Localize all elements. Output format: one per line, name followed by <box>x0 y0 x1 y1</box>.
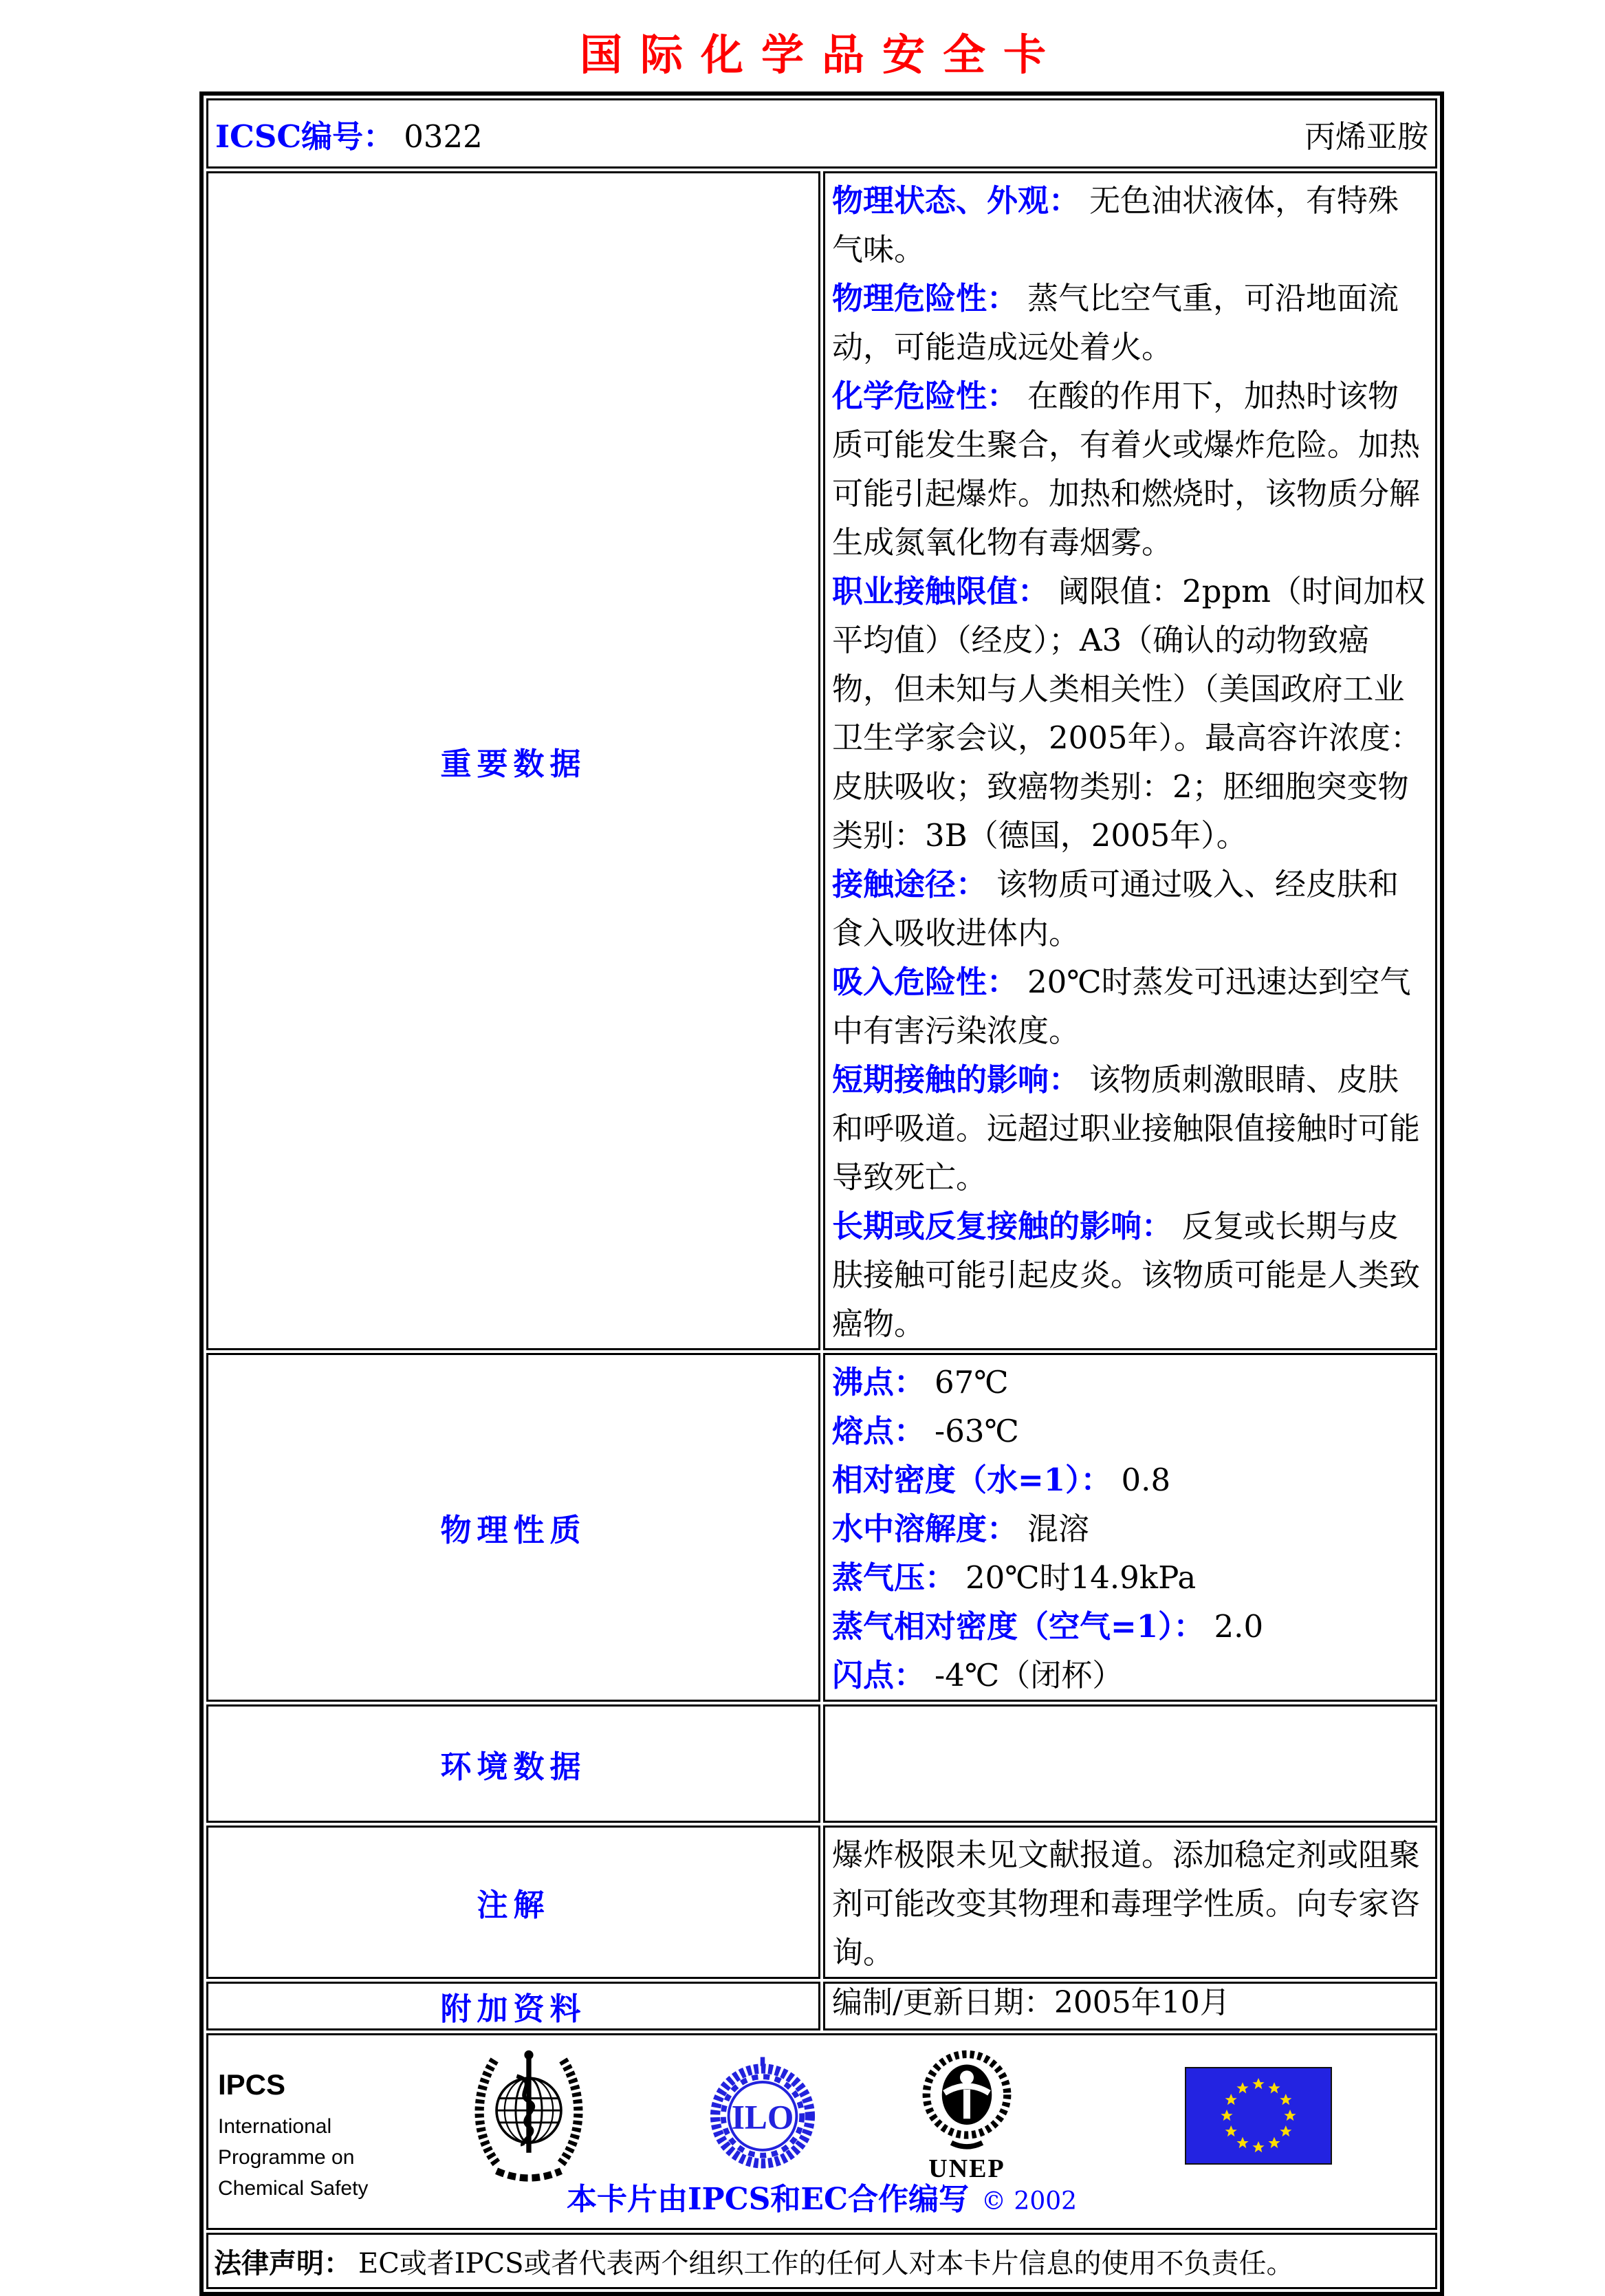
environmental-data-content <box>823 1704 1437 1823</box>
additional-info-row <box>206 1982 1437 2030</box>
field-long-term-effects: 长期或反复接触的影响： 反复或长期与皮肤接触可能引起皮炎。该物质可能是人类致癌物。 <box>832 1208 1421 1342</box>
chemical-name: 丙烯亚胺 <box>1304 118 1428 155</box>
additional-info-content <box>823 1982 1437 2030</box>
field-exposure-routes: 接触途径： 该物质可通过吸入、经皮肤和食入吸收进体内。 <box>832 866 1399 951</box>
section-label-additional-info: 附加资料 <box>206 1982 820 2030</box>
field-boiling-point: 沸点： 67℃ <box>832 1364 1009 1400</box>
section-label-important-data: 重要数据 <box>206 171 820 1350</box>
field-short-term-effects: 短期接触的影响： 该物质刺激眼睛、皮肤和呼吸道。远超过职业接触限值接触时可能导致死亡。 <box>832 1061 1421 1195</box>
field-flash-point: 闪点： -4℃（闭杯） <box>832 1657 1124 1693</box>
page-title-row <box>199 21 1444 82</box>
field-update-date: 编制/更新日期：2005年10月 <box>832 1985 1230 2020</box>
field-melting-point: 熔点： -63℃ <box>832 1413 1019 1449</box>
field-vapor-pressure: 蒸气压： 20℃时14.9kPa <box>832 1559 1197 1596</box>
field-occupational-limit: 职业接触限值： 阈限值：2ppm（时间加权平均值）（经皮）；A3（确认的动物致癌物，但未知与人类相关性）（美国政府工业卫生学家会议，2005年）。最高容许浓度：皮肤吸收；致癌物类别：2；胚细胞突变物类别：3B（德国，2005年）。 <box>832 573 1426 854</box>
icsc-card-table <box>199 91 1444 2296</box>
section-label-environmental-data: 环境数据 <box>206 1704 820 1823</box>
ilo-logo-icon <box>709 2053 816 2185</box>
ilo-logo-text: ILO <box>731 2098 794 2136</box>
field-inhalation-risk: 吸入危险性： 20℃时蒸发可迅速达到空气中有害污染浓度。 <box>832 964 1411 1049</box>
physical-properties-content <box>823 1353 1437 1702</box>
icsc-number-field <box>215 111 483 156</box>
field-relative-density: 相对密度（水=1）： 0.8 <box>832 1462 1171 1498</box>
legal-row <box>206 2233 1437 2289</box>
field-physical-state: 物理状态、外观： 无色油状液体，有特殊气味。 <box>832 182 1399 268</box>
environmental-data-row <box>206 1704 1437 1823</box>
important-data-row <box>206 171 1437 1350</box>
important-data-content <box>823 171 1437 1350</box>
section-label-notes: 注解 <box>206 1826 820 1979</box>
credit-text: 本卡片由IPCS和EC合作编写 <box>566 2182 969 2217</box>
ipcs-title: IPCS <box>218 2068 286 2101</box>
icsc-number-label: ICSC编号： <box>215 118 395 155</box>
who-logo-icon <box>468 2045 589 2191</box>
logos-row <box>206 2033 1437 2230</box>
eu-flag-icon <box>1185 2067 1332 2167</box>
field-notes-text: 爆炸极限未见文献报道。添加稳定剂或阻聚剂可能改变其物理和毒理学性质。向专家咨询。 <box>832 1837 1421 1971</box>
legal-label: 法律声明： <box>214 2246 351 2279</box>
field-water-solubility: 水中溶解度： 混溶 <box>832 1510 1090 1547</box>
legal-text: EC或者IPCS或者代表两个组织工作的任何人对本卡片信息的使用不负责任。 <box>358 2247 1294 2279</box>
notes-row <box>206 1826 1437 1979</box>
unep-logo-text: UNEP <box>928 2154 1005 2183</box>
copyright-text: © 2002 <box>981 2187 1078 2216</box>
field-chemical-danger: 化学危险性： 在酸的作用下，加热时该物质可能发生聚合，有着火或爆炸危险。加热可能引起爆炸。加热和燃烧时，该物质分解生成氮氧化物有毒烟雾。 <box>832 378 1421 561</box>
notes-content <box>823 1826 1437 1979</box>
section-label-physical-properties: 物理性质 <box>206 1353 820 1702</box>
page-title: 国际化学品安全卡 <box>579 30 1064 80</box>
field-vapor-relative-density: 蒸气相对密度（空气=1）： 2.0 <box>832 1608 1264 1645</box>
icsc-number-value: 0322 <box>404 118 483 155</box>
unep-logo-icon <box>915 2046 1018 2184</box>
field-physical-danger: 物理危险性： 蒸气比空气重，可沿地面流动，可能造成远处着火。 <box>832 280 1399 365</box>
ipcs-text-block: IPCS International Programme on Chemical Safety <box>218 2068 369 2200</box>
credit-line <box>208 2174 1435 2218</box>
physical-properties-row <box>206 1353 1437 1702</box>
header-row <box>206 98 1437 169</box>
